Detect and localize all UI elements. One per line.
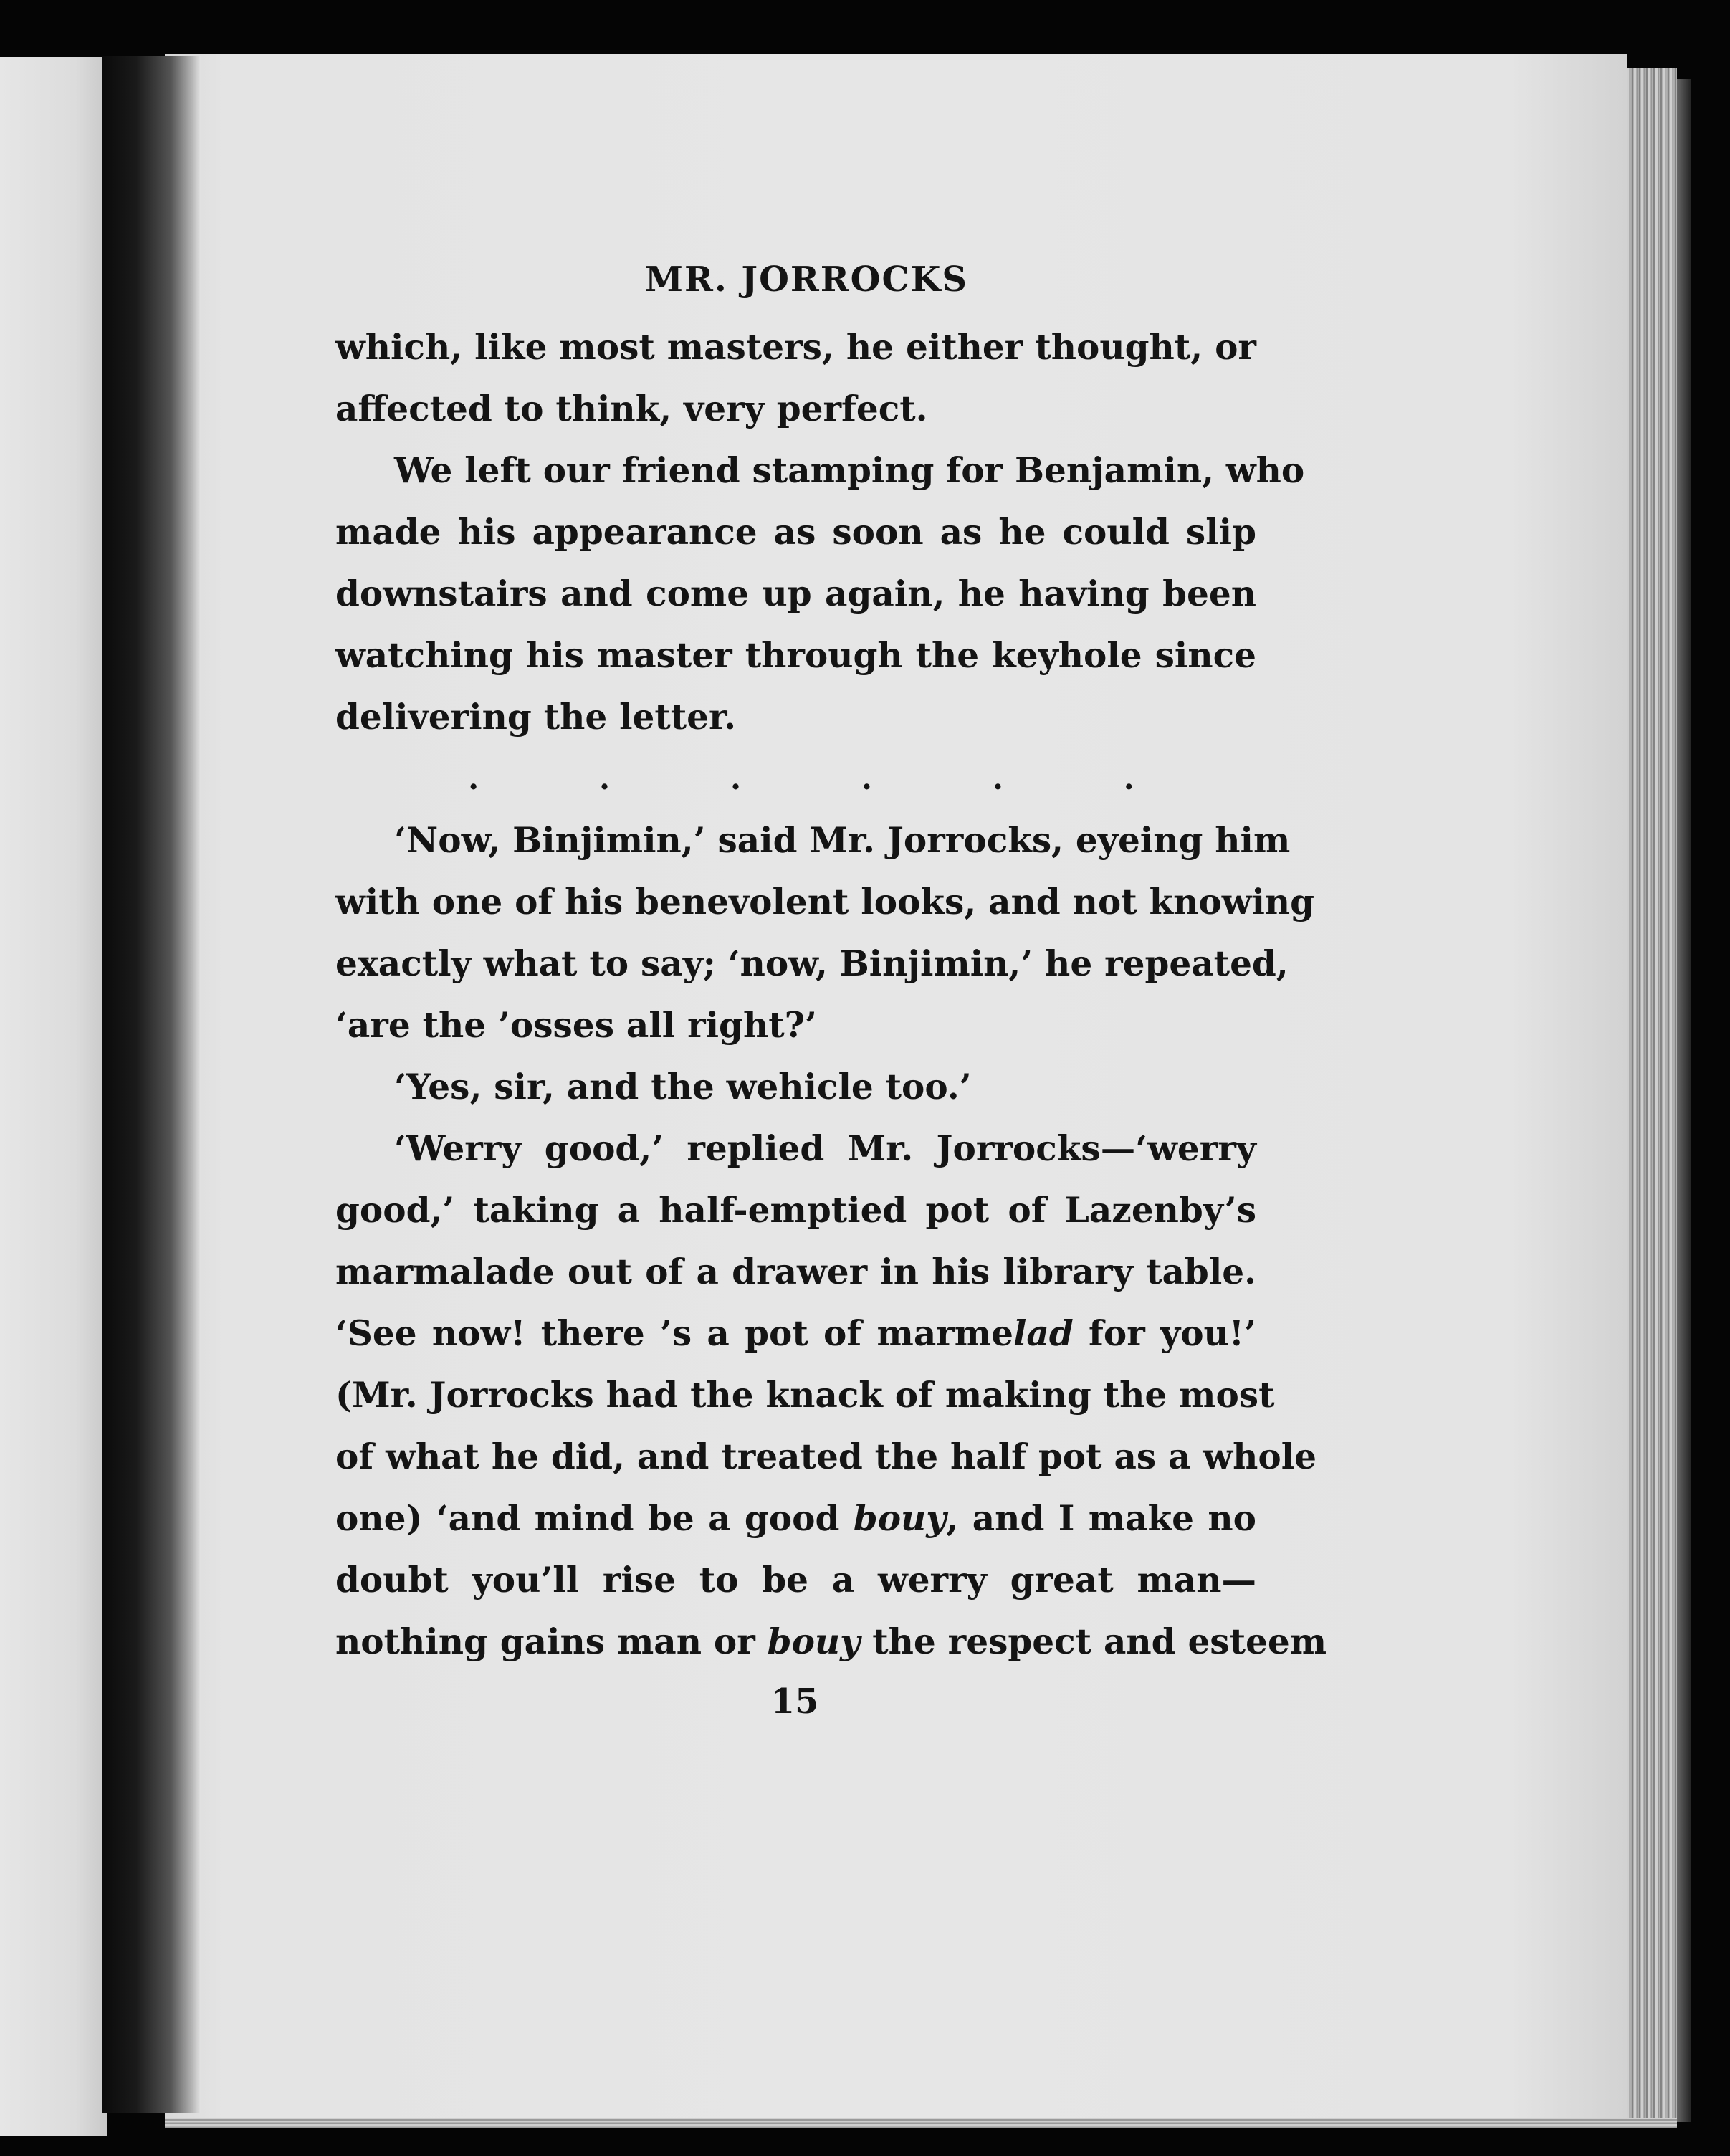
- text-line: ‘Now, Binjimin,’ said Mr. Jorrocks, eyeing him: [394, 820, 1291, 861]
- paragraph-5: [335, 1118, 1327, 1673]
- text-run: one) ‘and mind be a good: [335, 1498, 854, 1539]
- text-line: ‘are the ’osses all right?’: [335, 1005, 817, 1046]
- text-line: affected to think, very perfect.: [335, 388, 928, 429]
- facing-page-edge: [0, 57, 107, 2136]
- text-run: for you!’: [1073, 1313, 1256, 1354]
- text-line: marmalade out of a drawer in his library table.: [335, 1251, 1256, 1292]
- text-run: , and I make no: [946, 1498, 1256, 1539]
- book-cover-edge: [1677, 79, 1691, 2122]
- gutter-shadow: [102, 56, 201, 2113]
- italic-word: bouy: [767, 1621, 861, 1662]
- text-run: ‘See now! there ’s a pot of marme: [335, 1313, 1013, 1354]
- text-run: the respect and esteem: [860, 1621, 1327, 1662]
- text-line: We left our friend stamping for Benjamin, who: [394, 450, 1305, 491]
- section-break: [468, 748, 1134, 810]
- text-line: (Mr. Jorrocks had the knack of making the most: [335, 1375, 1275, 1416]
- text-line: [335, 1488, 1256, 1550]
- text-line: [335, 1611, 1327, 1673]
- text-line: doubt you’ll rise to be a werry great man—: [335, 1560, 1256, 1601]
- text-line: [335, 1303, 1256, 1365]
- text-line: downstairs and come up again, he having been: [335, 573, 1256, 614]
- text-line: of what he did, and treated the half pot as a whole: [335, 1436, 1317, 1477]
- page-fore-edge: [1627, 68, 1677, 2118]
- page-bottom-edge: [165, 2118, 1677, 2128]
- text-line: watching his master through the keyhole since: [335, 635, 1256, 676]
- text-line: exactly what to say; ‘now, Binjimin,’ he repeated,: [335, 943, 1289, 984]
- text-line: with one of his benevolent looks, and not knowing: [335, 882, 1315, 922]
- text-line: which, like most masters, he either thought, or: [335, 327, 1256, 368]
- paragraph-3: [335, 810, 1315, 1056]
- italic-word: bouy: [853, 1498, 947, 1539]
- text-line: made his appearance as soon as he could slip: [335, 512, 1256, 553]
- text-run: nothing gains man or: [335, 1621, 768, 1662]
- text-line: good,’ taking a half-emptied pot of Lazenby’s: [335, 1190, 1256, 1231]
- page-number: 15: [770, 1682, 819, 1722]
- paragraph-1: [335, 317, 1256, 440]
- text-block: [335, 258, 1327, 1723]
- paragraph-4: [335, 1056, 1256, 1118]
- italic-word: lad: [1013, 1313, 1074, 1354]
- paragraph-2: [335, 440, 1305, 748]
- text-line: ‘Werry good,’ replied Mr. Jorrocks—‘werry: [394, 1128, 1256, 1169]
- text-line: ‘Yes, sir, and the wehicle too.’: [394, 1067, 972, 1107]
- section-break-text: . . . . . .: [468, 760, 1134, 797]
- running-head: MR. JORROCKS: [644, 259, 969, 300]
- text-line: delivering the letter.: [335, 697, 737, 738]
